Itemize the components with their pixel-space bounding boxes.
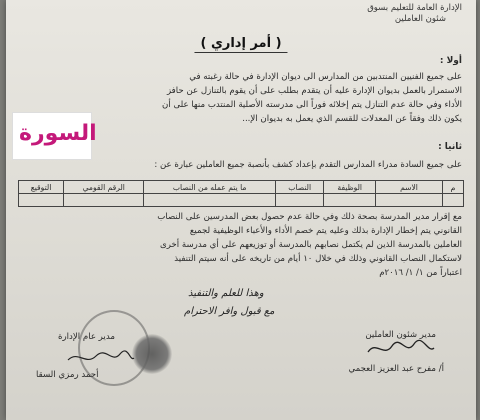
table-header-cell: التوقيع (19, 181, 64, 194)
table-row (19, 194, 464, 207)
table-header-row (19, 181, 464, 194)
table-header-cell: ما يتم عمله من النصاب (144, 181, 275, 194)
closing-line-1: وهذا للعلم والتنفيذ (188, 288, 264, 299)
section1-line: الأداء وفي حالة عدم التنازل يتم إخلائه فوراً الى مدرسته الأصلية المنتدب منها على أن (162, 100, 462, 110)
header-dept-line: شئون العاملين (394, 14, 446, 24)
table-cell (144, 194, 275, 207)
signature-right-title: مدير شئون العاملين (365, 330, 436, 340)
signature-left-title: مدير عام الإدارة (58, 332, 115, 342)
section2-label: ثانيا : (438, 142, 462, 152)
eagle-seal-icon (132, 334, 172, 374)
table-cell (275, 194, 324, 207)
watermark-text: السورة (19, 121, 97, 146)
section2-line: على جميع السادة مدراء المدارس التقدم بإعداد كشف بأنصبة جميع العاملين عبارة عن : (154, 160, 462, 170)
body-line: القانوني يتم إخطار الإدارة بذلك وعليه يتم خصم الأداء والأعباء الوظيفية لجميع (189, 226, 462, 236)
header-org-line: الإدارة العامة للتعليم بسوق (367, 3, 462, 13)
document-page (6, 0, 476, 420)
signature-right-name: أ/ مفرح عبد العزيز العجمي (348, 364, 444, 374)
table-header-cell: م (443, 181, 464, 194)
table-cell (376, 194, 443, 207)
table-cell (64, 194, 144, 207)
signature-scribble-right (366, 338, 436, 360)
table-header-cell: النصاب (275, 181, 324, 194)
table-cell (19, 194, 64, 207)
table-cell (443, 194, 464, 207)
body-line: لاستكمال النصاب القانوني وذلك في خلال ١٠ أيام من تاريخه على أنه سيتم التنفيذ (174, 254, 462, 264)
table-header-cell: الرقم القومي (64, 181, 144, 194)
body-line: اعتباراً من ١/ ١/ ٢٠١٦م (379, 268, 462, 278)
signature-scribble-left (66, 350, 136, 368)
table-header-cell: الوظيفة (324, 181, 376, 194)
table-cell (324, 194, 376, 207)
section1-label: أولا : (439, 56, 462, 66)
table-header-cell: الاسم (376, 181, 443, 194)
staff-table (18, 180, 464, 207)
news-logo-watermark (12, 112, 97, 160)
section1-line: الاستمرار بالعمل بديوان الإدارة عليه أن يتقدم بطلب على أن يقوم بالتنازل عن حافز (166, 86, 462, 96)
section1-line: على جميع الفنيين المنتدبين من المدارس الى ديوان الإدارة في حالة رغبته في (189, 72, 462, 82)
section1-line: يكون ذلك وفقاً عن المعدلات للقسم الذي يعمل به بديوان الإ... (242, 114, 462, 124)
signature-left-name: أحمد رمزي السقا (36, 370, 99, 380)
body-line: العاملين بالمدرسة الذين لم يكتمل نصابهم بالمدرسة أو توزيعهم على أي مدرسة أخرى (159, 240, 462, 250)
document-title: ( أمر إداري ) (194, 36, 287, 53)
body-line: مع إقرار مدير المدرسة بصحة ذلك وفي حالة عدم حصول بعض المدرسين على النصاب (157, 212, 462, 222)
closing-line-2: مع قبول وافر الاحترام (184, 306, 275, 317)
